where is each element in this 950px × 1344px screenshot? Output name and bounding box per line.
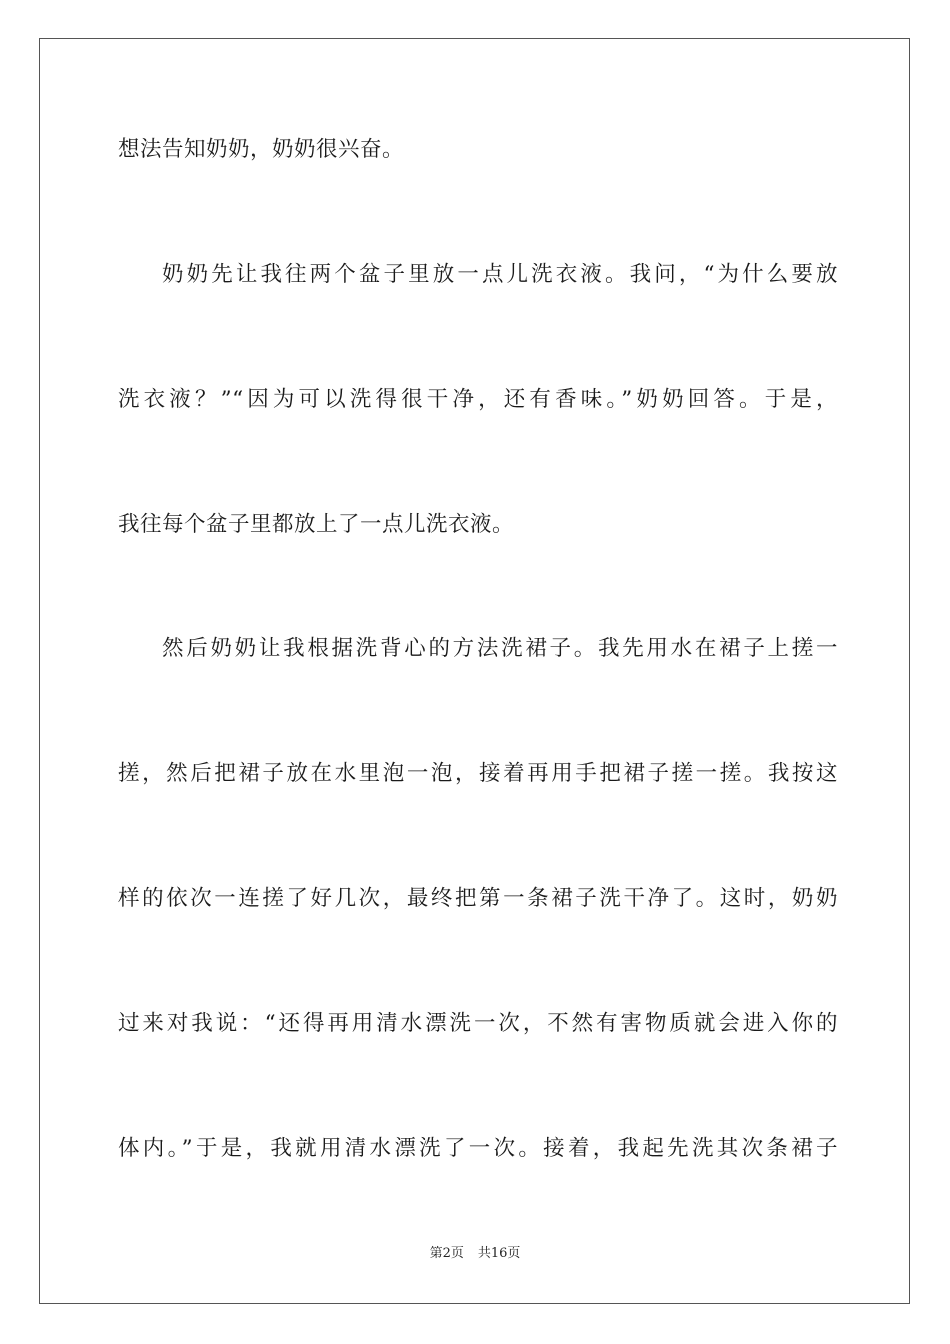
page-footer (0, 1245, 950, 1263)
text-line: 样的依次一连搓了好几次，最终把第一条裙子洗干净了。这时，奶奶 (118, 886, 838, 911)
text-line: 我往每个盆子里都放上了一点儿洗衣液。 (118, 512, 515, 537)
page-total: 共16页 (477, 1246, 521, 1261)
text-line: 然后奶奶让我根据洗背心的方法洗裙子。我先用水在裙子上搓一 (162, 636, 838, 661)
page-number: 第2页 (429, 1246, 464, 1261)
text-line: 体内。”于是，我就用清水漂洗了一次。接着，我起先洗其次条裙子 (118, 1136, 838, 1161)
text-line: 奶奶先让我往两个盆子里放一点儿洗衣液。我问，“为什么要放 (162, 262, 838, 287)
text-line: 洗衣液？”“因为可以洗得很干净，还有香味。”奶奶回答。于是， (118, 387, 838, 412)
text-line: 想法告知奶奶，奶奶很兴奋。 (118, 137, 405, 162)
text-line: 过来对我说：“还得再用清水漂洗一次，不然有害物质就会进入你的 (118, 1011, 838, 1036)
text-line: 搓，然后把裙子放在水里泡一泡，接着再用手把裙子搓一搓。我按这 (118, 761, 838, 786)
page-frame (39, 38, 910, 1304)
